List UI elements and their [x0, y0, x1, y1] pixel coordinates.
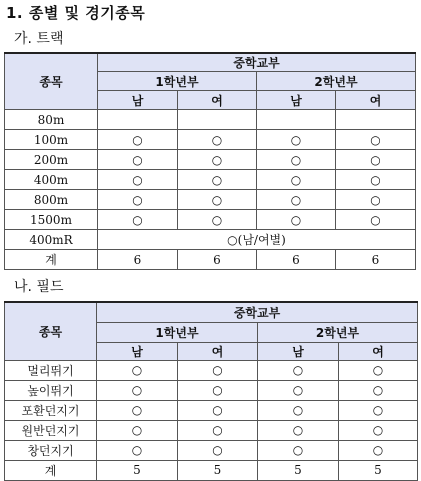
- header-female: 여: [178, 91, 257, 110]
- mark-cell: ○: [98, 130, 178, 150]
- mark-cell: ○: [339, 360, 418, 380]
- table-row: [5, 440, 418, 460]
- mark-cell: ○: [257, 170, 336, 190]
- mark-cell: ○: [258, 360, 339, 380]
- mark-cell: ○: [98, 210, 178, 230]
- header-male: 남: [257, 91, 336, 110]
- mark-cell: ○: [178, 360, 258, 380]
- mark-cell: ○: [97, 420, 178, 440]
- total-cell: 5: [178, 460, 258, 480]
- mark-cell: ○: [97, 380, 178, 400]
- mark-cell: ○: [97, 360, 178, 380]
- total-row: [5, 250, 416, 270]
- total-cell: 6: [336, 250, 416, 270]
- mark-cell: ○: [97, 440, 178, 460]
- event-cell: 80m: [5, 110, 98, 130]
- mark-cell: ○: [336, 190, 416, 210]
- event-cell: 원반던지기: [5, 420, 97, 440]
- header-event: 종목: [5, 53, 98, 110]
- header-male: 남: [97, 342, 178, 360]
- event-cell: 400mR: [5, 230, 98, 250]
- header-division: 중학교부: [98, 53, 416, 72]
- mark-cell: ○: [336, 170, 416, 190]
- table-row: [5, 360, 418, 380]
- mark-cell: ○: [339, 400, 418, 420]
- mark-cell: ○: [336, 150, 416, 170]
- mark-cell: ○: [178, 420, 258, 440]
- event-cell: 100m: [5, 130, 98, 150]
- mark-cell: ○: [257, 150, 336, 170]
- mark-cell: ○: [178, 150, 257, 170]
- total-cell: 5: [258, 460, 339, 480]
- total-cell: 5: [339, 460, 418, 480]
- mark-cell: ○: [257, 130, 336, 150]
- header-event: 종목: [5, 302, 97, 360]
- mark-cell: ○: [178, 210, 257, 230]
- mark-cell: ○: [257, 210, 336, 230]
- mark-cell: ○: [98, 150, 178, 170]
- mark-cell: ○: [178, 380, 258, 400]
- total-label: 계: [5, 460, 97, 480]
- page-title: 1. 종별 및 경기종목: [6, 4, 146, 22]
- track-table: [4, 52, 416, 270]
- mark-cell: ○: [336, 210, 416, 230]
- mark-cell: [257, 110, 336, 130]
- mark-cell: ○: [178, 190, 257, 210]
- table-row: [5, 210, 416, 230]
- table-row: [5, 230, 416, 250]
- event-cell: 포환던지기: [5, 400, 97, 420]
- total-cell: 6: [257, 250, 336, 270]
- mark-cell: ○: [178, 440, 258, 460]
- mark-cell: ○: [258, 380, 339, 400]
- total-cell: 6: [178, 250, 257, 270]
- field-table: [4, 301, 418, 481]
- field-subtitle: 나. 필드: [14, 279, 64, 295]
- mark-cell: ○: [339, 420, 418, 440]
- header-female: 여: [178, 342, 258, 360]
- header-female: 여: [336, 91, 416, 110]
- table-row: [5, 170, 416, 190]
- mark-cell: ○: [257, 190, 336, 210]
- header-grade2: 2학년부: [257, 72, 416, 91]
- mark-cell: ○: [178, 170, 257, 190]
- mark-cell: ○: [98, 190, 178, 210]
- table-row: [5, 380, 418, 400]
- event-cell: 멀리뛰기: [5, 360, 97, 380]
- mark-cell: ○: [339, 380, 418, 400]
- mark-cell: ○: [97, 400, 178, 420]
- mark-cell: [98, 110, 178, 130]
- event-cell: 1500m: [5, 210, 98, 230]
- total-cell: 6: [98, 250, 178, 270]
- event-cell: 창던지기: [5, 440, 97, 460]
- mark-cell: ○: [178, 400, 258, 420]
- mark-cell: ○: [98, 170, 178, 190]
- mark-cell: [336, 110, 416, 130]
- total-cell: 5: [97, 460, 178, 480]
- table-row: [5, 110, 416, 130]
- event-cell: 높이뛰기: [5, 380, 97, 400]
- mark-cell: ○: [258, 400, 339, 420]
- header-grade2: 2학년부: [258, 322, 418, 342]
- table-row: [5, 420, 418, 440]
- header-division: 중학교부: [97, 302, 418, 322]
- header-female: 여: [339, 342, 418, 360]
- relay-note: ○(남/여별): [98, 230, 416, 250]
- event-cell: 400m: [5, 170, 98, 190]
- event-cell: 800m: [5, 190, 98, 210]
- table-row: [5, 190, 416, 210]
- table-row: [5, 130, 416, 150]
- header-grade1: 1학년부: [97, 322, 258, 342]
- table-row: [5, 150, 416, 170]
- mark-cell: [178, 110, 257, 130]
- total-row: [5, 460, 418, 480]
- mark-cell: ○: [336, 130, 416, 150]
- mark-cell: ○: [339, 440, 418, 460]
- event-cell: 200m: [5, 150, 98, 170]
- total-label: 계: [5, 250, 98, 270]
- mark-cell: ○: [258, 440, 339, 460]
- track-subtitle: 가. 트랙: [14, 31, 64, 47]
- mark-cell: ○: [258, 420, 339, 440]
- header-grade1: 1학년부: [98, 72, 257, 91]
- header-male: 남: [98, 91, 178, 110]
- table-row: [5, 400, 418, 420]
- mark-cell: ○: [178, 130, 257, 150]
- header-male: 남: [258, 342, 339, 360]
